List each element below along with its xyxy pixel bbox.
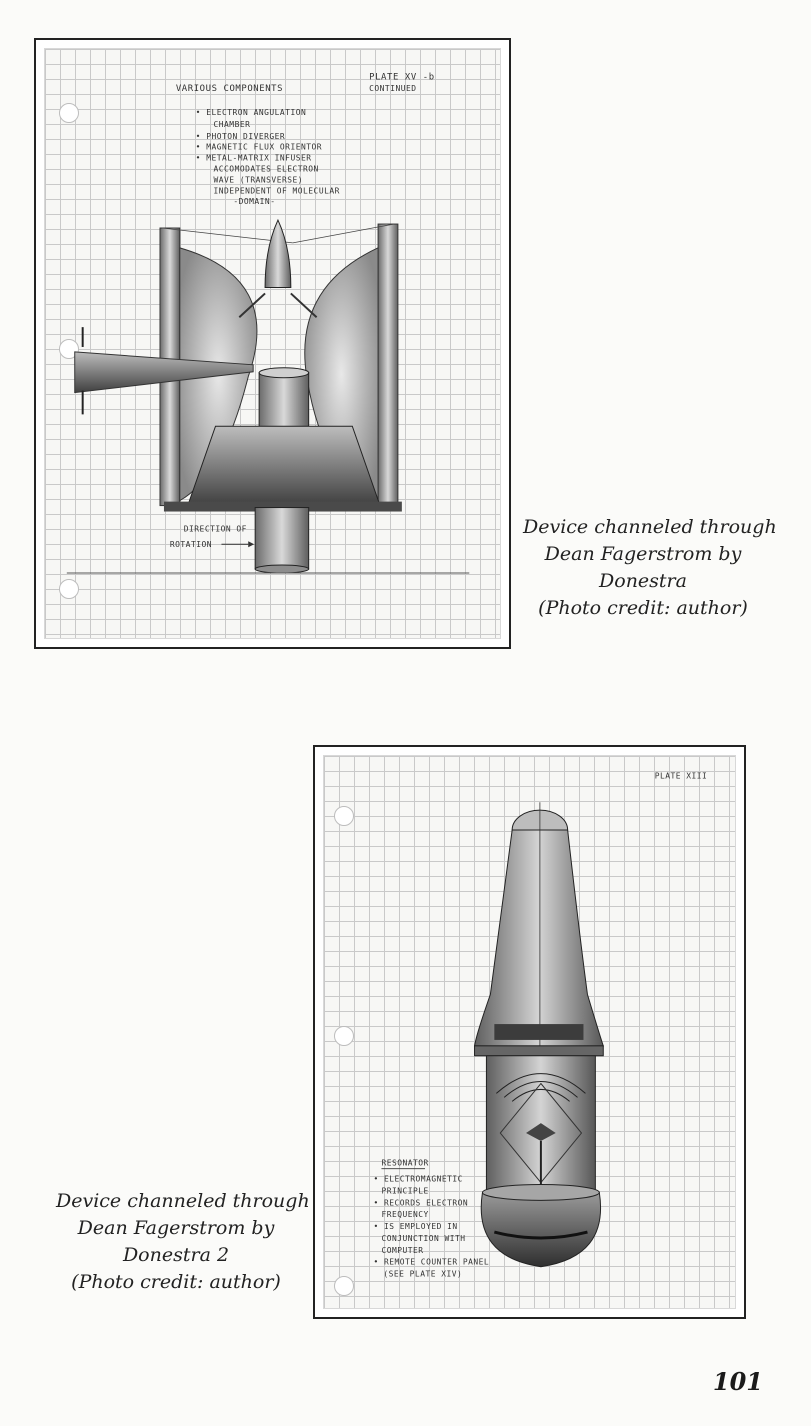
caption-line: Device channeled through	[523, 516, 777, 538]
plate1-note: CHAMBER	[213, 119, 251, 129]
plate2-note: FREQUENCY	[381, 1210, 429, 1220]
plate1-note: • ELECTRON ANGULATION	[195, 108, 307, 118]
plate-photo-2	[313, 745, 746, 1319]
caption-line: Donestra	[599, 570, 687, 592]
plate1-rotation-label: ROTATION	[169, 540, 213, 550]
caption-1	[523, 514, 777, 622]
plate1-note: ACCOMODATES ELECTRON	[213, 164, 319, 174]
plate1-title: VARIOUS COMPONENTS	[175, 84, 284, 95]
caption-line: (Photo credit: author)	[538, 597, 748, 619]
plate-photo-1	[34, 38, 511, 649]
plate2-note: • IS EMPLOYED IN	[373, 1222, 458, 1232]
plate1-note: INDEPENDENT OF MOLECULAR	[213, 186, 340, 196]
plate2-note: • REMOTE COUNTER PANEL	[373, 1257, 490, 1267]
page-number: 101	[712, 1367, 763, 1396]
plate2-note: (SEE PLATE XIV)	[383, 1269, 463, 1279]
graph-paper-1	[44, 48, 501, 639]
plate1-note: • MAGNETIC FLUX ORIENTOR	[195, 142, 323, 152]
plate2-note: CONJUNCTION WITH	[381, 1233, 466, 1243]
plate1-note: • METAL-MATRIX INFUSER	[195, 153, 312, 163]
caption-2	[56, 1188, 310, 1296]
device-drawing-2	[324, 756, 735, 1308]
plate1-note: -DOMAIN-	[233, 197, 276, 207]
plate1-plate-label: PLATE XV -b	[369, 72, 435, 83]
graph-paper-2	[323, 755, 736, 1309]
device-drawing-1	[45, 49, 500, 638]
caption-line: (Photo credit: author)	[71, 1271, 281, 1293]
plate2-note: • RECORDS ELECTRON	[373, 1198, 469, 1208]
plate2-title: RESONATOR	[381, 1158, 429, 1168]
plate1-note: WAVE (TRANSVERSE)	[213, 175, 304, 185]
plate2-note: COMPUTER	[381, 1245, 424, 1255]
plate1-note: • PHOTON DIVERGER	[195, 131, 286, 141]
plate2-plate-label: PLATE XIII	[654, 771, 708, 781]
plate1-direction-label: DIRECTION OF	[183, 524, 247, 534]
caption-line: Device channeled through	[56, 1190, 310, 1212]
caption-line: Dean Fagerstrom by	[77, 1217, 275, 1239]
caption-line: Dean Fagerstrom by	[544, 543, 742, 565]
caption-line: Donestra 2	[122, 1244, 230, 1266]
plate1-plate-sub: CONTINUED	[369, 84, 417, 94]
plate2-note: PRINCIPLE	[381, 1186, 429, 1196]
plate2-note: • ELECTROMAGNETIC	[373, 1174, 463, 1184]
